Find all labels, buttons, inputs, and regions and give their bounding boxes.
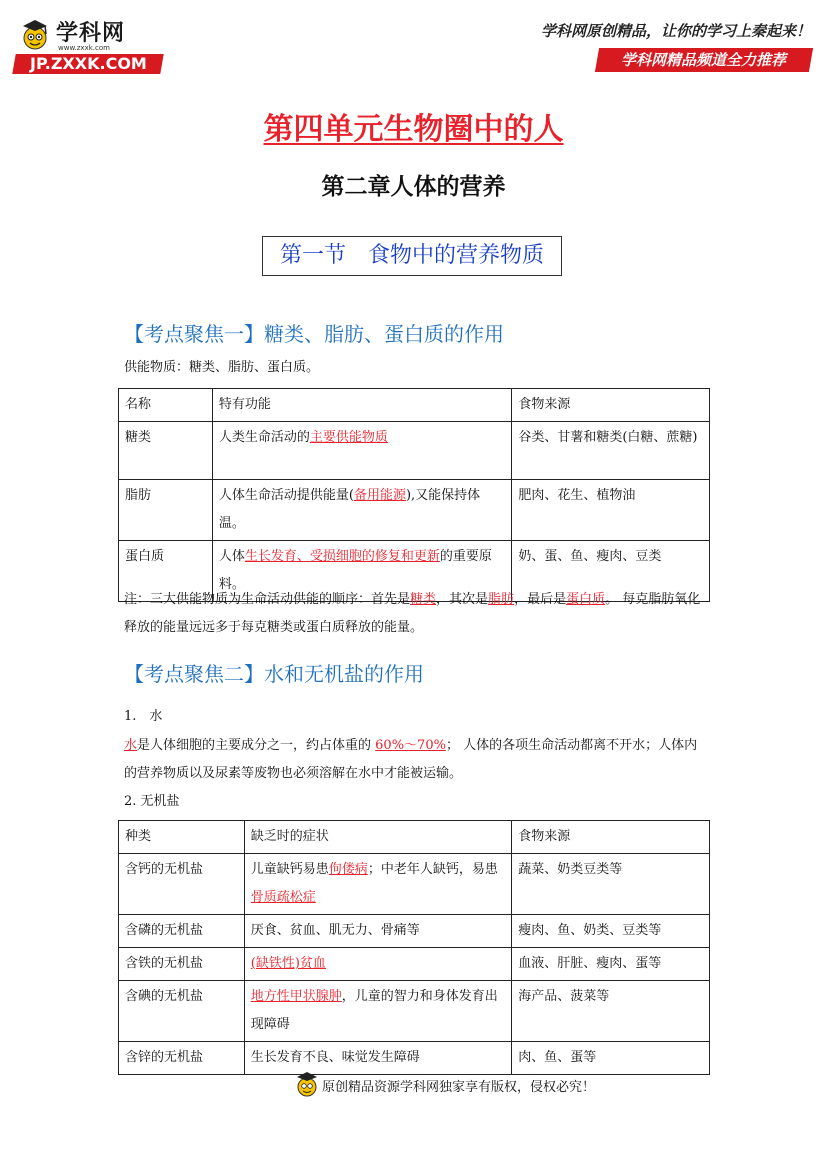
table-row	[119, 422, 710, 480]
mineral-source: 瘦肉、鱼、奶类、豆类等	[512, 915, 710, 948]
table-header-row	[119, 389, 710, 422]
symptom-key: 骨质疏松症	[250, 890, 316, 905]
mineral-source: 血液、肝脏、瘦肉、蛋等	[512, 948, 710, 981]
nutrient-name: 蛋白质	[119, 541, 213, 602]
function-text: 人体生命活动提供能量(	[218, 488, 354, 503]
logo-name: 学科网	[56, 21, 126, 46]
function-key: 生长发育、受损细胞的修复和更新	[244, 549, 440, 564]
note-text: ，其次是	[436, 592, 489, 607]
section-title: 第一节 食物中的营养物质	[262, 236, 562, 276]
function-text: 人体	[218, 549, 245, 564]
water-key: 水	[124, 738, 138, 753]
logo-bar-text: JP.ZXXK.COM	[29, 54, 147, 73]
nutrient-function	[212, 422, 511, 480]
focus1-intro: 供能物质：糖类、脂肪、蛋白质。	[124, 360, 320, 375]
table-row	[119, 480, 710, 541]
note-text: 。 每克脂肪氧化释放的能量远远多于每克糖类或蛋白质释放的能量。	[124, 592, 701, 635]
water-key: 60%～70%	[375, 738, 446, 753]
mineral-symptom: 生长发育不良、味觉发生障碍	[244, 1042, 512, 1075]
note-key: 糖类	[410, 592, 437, 607]
note-text: ，最后是	[514, 592, 567, 607]
table-row	[119, 981, 710, 1042]
nutrient-name: 糖类	[119, 422, 213, 480]
nutrient-function	[212, 480, 511, 541]
mineral-symptom	[244, 981, 512, 1042]
header-cell: 种类	[119, 821, 245, 854]
table-row	[119, 948, 710, 981]
slogan-bar-text: 学科网精品频道全力推荐	[621, 51, 787, 69]
mineral-kind: 含钙的无机盐	[119, 854, 245, 915]
mineral-kind: 含铁的无机盐	[119, 948, 245, 981]
mineral-kind: 含碘的无机盐	[119, 981, 245, 1042]
mineral-symptom	[244, 948, 512, 981]
header-cell: 食物来源	[512, 389, 710, 422]
footer	[294, 1070, 595, 1100]
mineral-symptom: 厌食、贫血、肌无力、骨痛等	[244, 915, 512, 948]
header-slogan: 学科网原创精品，让你的学习上秦起来！	[540, 22, 811, 40]
nutrient-name: 脂肪	[119, 480, 213, 541]
nutrient-source: 肥肉、花生、植物油	[512, 480, 710, 541]
logo-bar	[12, 54, 164, 74]
mineral-source: 肉、鱼、蛋等	[512, 1042, 710, 1075]
header-cell: 特有功能	[212, 389, 511, 422]
water-paragraph	[124, 732, 710, 788]
nutrient-source: 奶、蛋、鱼、瘦肉、豆类	[512, 541, 710, 602]
header-slogan-bar	[595, 48, 813, 72]
symptom-key: 地方性甲状腺肿	[250, 989, 342, 1004]
symptom-text: 儿童缺钙易患	[250, 862, 329, 877]
footer-text: 原创精品资源学科网独家享有版权，侵权必究！	[322, 1079, 596, 1095]
symptom-key: (缺铁性)贫血	[250, 956, 326, 971]
focus1-note	[124, 586, 710, 642]
function-text: 的重要原料。	[218, 549, 492, 592]
nutrient-table	[118, 388, 710, 602]
header-cell: 缺乏时的症状	[244, 821, 512, 854]
mascot-icon	[294, 1070, 320, 1100]
symptom-text: ，儿童的智力和身体发育出现障碍	[250, 989, 498, 1032]
water-heading: 1. 水	[124, 709, 163, 724]
table-row	[119, 854, 710, 915]
focus1-title: 【考点聚焦一】糖类、脂肪、蛋白质的作用	[124, 322, 504, 346]
function-key: 备用能源	[353, 488, 406, 503]
function-key: 主要供能物质	[309, 430, 388, 445]
unit-title: 第四单元生物圈中的人	[263, 112, 564, 147]
note-key: 蛋白质	[566, 592, 606, 607]
water-text: 是人体细胞的主要成分之一，约占体重的	[137, 738, 376, 753]
nutrient-source: 谷类、甘薯和糖类(白糖、蔗糖)	[512, 422, 710, 480]
mineral-kind: 含锌的无机盐	[119, 1042, 245, 1075]
function-text: 人类生命活动的	[218, 430, 310, 445]
table-row	[119, 915, 710, 948]
header-cell: 名称	[119, 389, 213, 422]
symptom-key: 佝偻病	[328, 862, 368, 877]
focus2-title: 【考点聚焦二】水和无机盐的作用	[124, 662, 424, 686]
note-key: 脂肪	[488, 592, 515, 607]
mineral-source: 蔬菜、奶类豆类等	[512, 854, 710, 915]
note-text: 注：三大供能物质为生命活动供能的顺序：首先是	[124, 592, 411, 607]
mineral-symptom	[244, 854, 512, 915]
mineral-table	[118, 820, 710, 1075]
header-cell: 食物来源	[512, 821, 710, 854]
mineral-kind: 含磷的无机盐	[119, 915, 245, 948]
site-logo[interactable]	[14, 16, 164, 76]
mineral-source: 海产品、菠菜等	[512, 981, 710, 1042]
mascot-icon	[18, 18, 52, 52]
function-text: ),又能保持体温。	[218, 488, 481, 531]
symptom-text: ；中老年人缺钙，易患	[367, 862, 498, 877]
logo-url: www.zxxk.com	[58, 44, 110, 52]
chapter-title: 第二章人体的营养	[321, 173, 506, 200]
mineral-heading: 2. 无机盐	[124, 794, 180, 809]
table-header-row	[119, 821, 710, 854]
water-text: ； 人体的各项生命活动都离不开水；人体内的营养物质以及尿素等废物也必须溶解在水中才能被运输。	[124, 738, 698, 781]
